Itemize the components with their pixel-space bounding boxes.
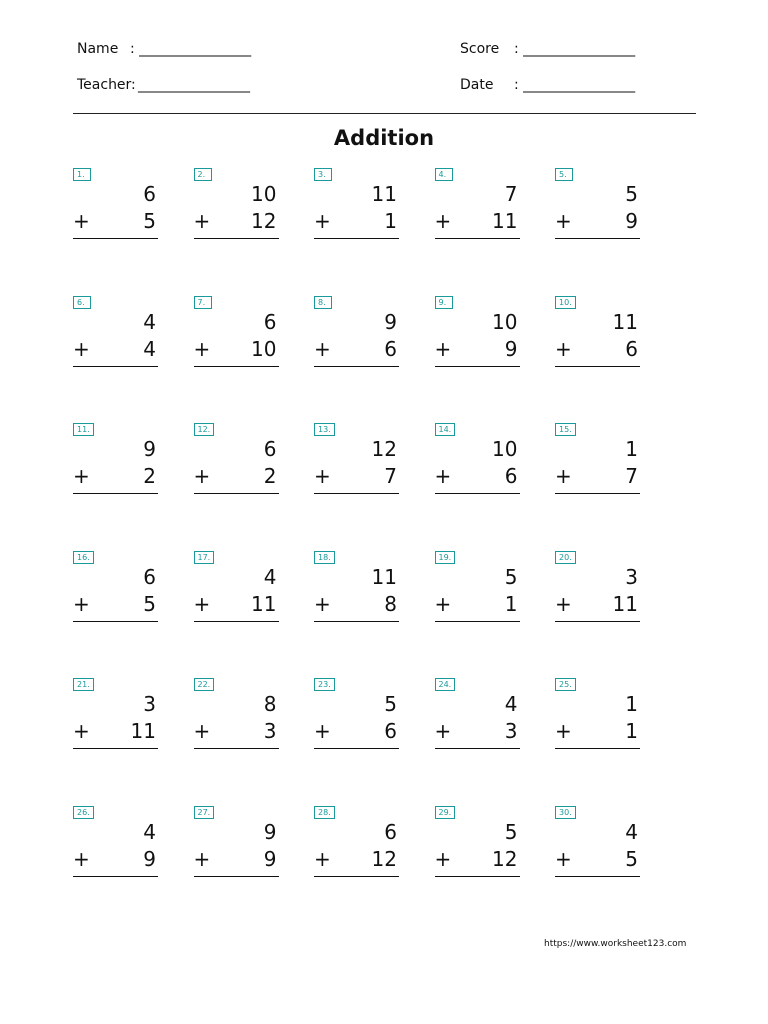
addend-top: 6	[143, 564, 156, 589]
problem-item	[194, 168, 279, 248]
addend-bottom: 2	[263, 464, 277, 489]
answer-line	[435, 366, 520, 367]
addend-top: 4	[143, 309, 156, 334]
answer-line	[435, 621, 520, 622]
addend-top: 1	[625, 692, 638, 717]
answer-line	[314, 621, 399, 622]
plus-sign: +	[434, 464, 452, 489]
plus-sign: +	[555, 209, 572, 233]
answer-line	[555, 493, 640, 494]
answer-line	[314, 366, 399, 367]
answer-line	[194, 876, 279, 877]
answer-line	[314, 238, 399, 239]
problem-number: 6.	[73, 296, 91, 309]
addend-top: 11	[371, 564, 397, 589]
plus-sign: +	[314, 719, 331, 744]
problem-item	[555, 423, 640, 503]
plus-sign: +	[434, 719, 452, 744]
answer-line	[73, 238, 158, 239]
problem-number: 23.	[314, 678, 335, 691]
answer-line	[435, 748, 520, 749]
plus-sign: +	[193, 209, 211, 233]
addend-top: 11	[371, 182, 397, 206]
problem-number: 7.	[194, 296, 212, 309]
addend-top: 4	[263, 564, 277, 589]
addend-bottom: 12	[371, 847, 397, 871]
answer-line	[73, 748, 158, 749]
addend-top: 10	[251, 182, 277, 206]
plus-sign: +	[314, 209, 331, 233]
footer-url: https://www.worksheet123.com	[544, 939, 687, 949]
problem-item	[555, 168, 640, 248]
problem-number: 11.	[73, 423, 94, 436]
answer-line	[555, 748, 640, 749]
problem-number: 24.	[435, 678, 456, 691]
addend-bottom: 11	[251, 591, 277, 616]
date-label: Date	[460, 77, 494, 93]
answer-line	[555, 876, 640, 877]
addend-top: 5	[384, 692, 397, 717]
problem-item	[435, 168, 520, 248]
problem-number: 29.	[435, 806, 456, 819]
addend-top: 4	[504, 692, 518, 717]
plus-sign: +	[555, 591, 572, 616]
plus-sign: +	[555, 336, 572, 361]
addend-bottom: 5	[625, 847, 638, 871]
addend-bottom: 6	[625, 336, 638, 361]
plus-sign: +	[73, 847, 90, 871]
problem-number: 14.	[435, 423, 456, 436]
addend-top: 12	[371, 437, 397, 462]
problem-number: 10.	[555, 296, 576, 309]
problem-item	[435, 296, 520, 376]
addend-bottom: 12	[251, 209, 277, 233]
addend-bottom: 9	[143, 847, 156, 871]
problem-number: 30.	[555, 806, 576, 819]
score-label: Score	[460, 41, 500, 57]
plus-sign: +	[434, 336, 452, 361]
answer-line	[435, 493, 520, 494]
plus-sign: +	[314, 847, 331, 871]
answer-line	[435, 238, 520, 239]
addend-top: 9	[143, 437, 156, 462]
addend-bottom: 11	[612, 591, 638, 616]
addend-top: 6	[263, 437, 277, 462]
addend-bottom: 3	[263, 719, 277, 744]
plus-sign: +	[73, 336, 90, 361]
addend-bottom: 7	[625, 464, 638, 489]
addend-bottom: 6	[384, 719, 397, 744]
problem-item	[314, 168, 399, 248]
plus-sign: +	[73, 591, 90, 616]
problem-item	[73, 806, 158, 886]
problem-number: 12.	[194, 423, 215, 436]
plus-sign: +	[555, 464, 572, 489]
problem-item	[73, 678, 158, 758]
addend-bottom: 9	[263, 847, 277, 871]
addend-bottom: 8	[384, 591, 397, 616]
problem-item	[314, 551, 399, 631]
problem-item	[314, 296, 399, 376]
addend-bottom: 3	[504, 719, 518, 744]
addend-top: 3	[143, 692, 156, 717]
answer-line	[194, 621, 279, 622]
addend-top: 10	[492, 437, 518, 462]
answer-line	[314, 876, 399, 877]
problem-item	[314, 806, 399, 886]
problem-number: 20.	[555, 551, 576, 564]
addend-top: 1	[625, 437, 638, 462]
plus-sign: +	[434, 591, 452, 616]
answer-line	[73, 876, 158, 877]
plus-sign: +	[434, 847, 452, 871]
problem-item	[435, 551, 520, 631]
problem-number: 28.	[314, 806, 335, 819]
problem-item	[194, 296, 279, 376]
addend-top: 7	[504, 182, 518, 206]
answer-line	[73, 621, 158, 622]
problem-number: 22.	[194, 678, 215, 691]
answer-line	[194, 748, 279, 749]
teacher-field[interactable]: ________________	[138, 77, 250, 93]
problem-item	[314, 678, 399, 758]
plus-sign: +	[73, 464, 90, 489]
problem-item	[555, 678, 640, 758]
plus-sign: +	[314, 336, 331, 361]
plus-sign: +	[193, 464, 211, 489]
problem-number: 15.	[555, 423, 576, 436]
problem-item	[73, 551, 158, 631]
answer-line	[555, 238, 640, 239]
addend-top: 4	[625, 820, 638, 844]
name-field[interactable]: : ________________	[130, 41, 252, 57]
addend-top: 5	[504, 564, 518, 589]
addend-bottom: 11	[130, 719, 156, 744]
addend-top: 4	[143, 820, 156, 844]
plus-sign: +	[314, 464, 331, 489]
problem-item	[194, 423, 279, 503]
problem-number: 13.	[314, 423, 335, 436]
problem-number: 27.	[194, 806, 215, 819]
addend-bottom: 11	[492, 209, 518, 233]
answer-line	[73, 366, 158, 367]
problem-number: 26.	[73, 806, 94, 819]
answer-line	[194, 493, 279, 494]
addend-top: 5	[625, 182, 638, 206]
problem-number: 16.	[73, 551, 94, 564]
plus-sign: +	[193, 336, 211, 361]
addend-bottom: 10	[251, 336, 277, 361]
problem-number: 5.	[555, 168, 573, 181]
problem-item	[73, 296, 158, 376]
addend-bottom: 6	[504, 464, 518, 489]
plus-sign: +	[555, 847, 572, 871]
addend-bottom: 4	[143, 336, 156, 361]
problem-item	[194, 678, 279, 758]
addend-bottom: 2	[143, 464, 156, 489]
addend-top: 3	[625, 564, 638, 589]
plus-sign: +	[73, 719, 90, 744]
addend-bottom: 9	[504, 336, 518, 361]
answer-line	[555, 621, 640, 622]
problem-number: 4.	[435, 168, 453, 181]
answer-line	[73, 493, 158, 494]
problem-number: 1.	[73, 168, 91, 181]
answer-line	[314, 748, 399, 749]
problem-number: 25.	[555, 678, 576, 691]
date-field[interactable]: : ________________	[514, 77, 636, 93]
problem-item	[435, 423, 520, 503]
problem-number: 9.	[435, 296, 453, 309]
answer-line	[555, 366, 640, 367]
problem-number: 21.	[73, 678, 94, 691]
addend-top: 9	[384, 309, 397, 334]
problem-item	[435, 806, 520, 886]
problem-item	[194, 551, 279, 631]
addend-top: 6	[263, 309, 277, 334]
header-divider	[73, 113, 696, 114]
answer-line	[314, 493, 399, 494]
teacher-label: Teacher:	[77, 77, 136, 93]
problem-number: 2.	[194, 168, 212, 181]
addend-bottom: 6	[384, 336, 397, 361]
addend-bottom: 1	[504, 591, 518, 616]
problem-item	[73, 423, 158, 503]
problem-number: 19.	[435, 551, 456, 564]
answer-line	[435, 876, 520, 877]
addend-top: 8	[263, 692, 277, 717]
addend-bottom: 5	[143, 209, 156, 233]
problem-item	[194, 806, 279, 886]
addend-bottom: 1	[384, 209, 397, 233]
plus-sign: +	[193, 591, 211, 616]
problem-item	[555, 296, 640, 376]
plus-sign: +	[314, 591, 331, 616]
addend-top: 9	[263, 820, 277, 844]
addend-bottom: 7	[384, 464, 397, 489]
problem-number: 17.	[194, 551, 215, 564]
addend-bottom: 5	[143, 591, 156, 616]
answer-line	[194, 238, 279, 239]
problem-item	[314, 423, 399, 503]
plus-sign: +	[555, 719, 572, 744]
addend-top: 5	[504, 820, 518, 844]
problem-number: 3.	[314, 168, 332, 181]
problem-item	[73, 168, 158, 248]
answer-line	[194, 366, 279, 367]
problem-item	[555, 806, 640, 886]
plus-sign: +	[434, 209, 452, 233]
problem-number: 8.	[314, 296, 332, 309]
addend-top: 6	[384, 820, 397, 844]
addend-top: 10	[492, 309, 518, 334]
problem-number: 18.	[314, 551, 335, 564]
name-label: Name	[77, 41, 119, 57]
addend-top: 11	[612, 309, 638, 334]
problem-item	[555, 551, 640, 631]
page-title: Addition	[333, 126, 435, 150]
plus-sign: +	[193, 847, 211, 871]
problem-item	[435, 678, 520, 758]
addend-bottom: 9	[625, 209, 638, 233]
score-field[interactable]: : ________________	[514, 41, 636, 57]
addend-bottom: 1	[625, 719, 638, 744]
addend-top: 6	[143, 182, 156, 206]
addend-bottom: 12	[492, 847, 518, 871]
plus-sign: +	[73, 209, 90, 233]
plus-sign: +	[193, 719, 211, 744]
